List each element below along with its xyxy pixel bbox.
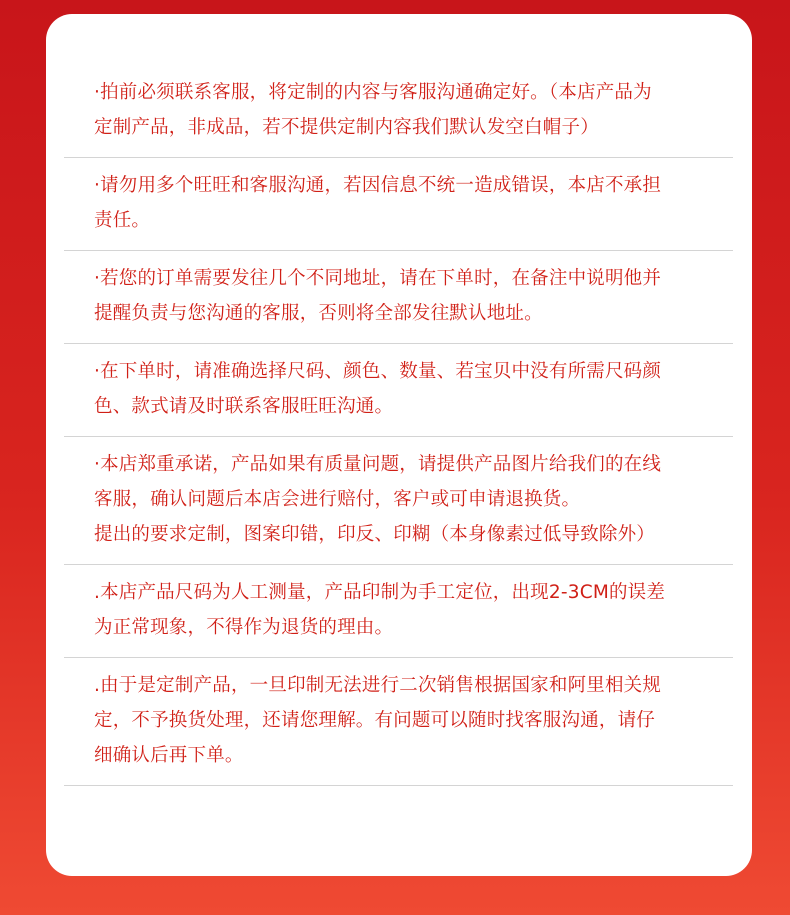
notice-line: 责任。: [94, 210, 151, 231]
notice-line: 提出的要求定制，图案印错，印反、印糊（本身像素过低导致除外）: [94, 524, 656, 545]
notice-card: [46, 14, 752, 876]
notice-line: ·请勿用多个旺旺和客服沟通，若因信息不统一造成错误，本店不承担: [94, 175, 662, 196]
notice-line: ·拍前必须联系客服，将定制的内容与客服沟通确定好。（本店产品为: [94, 82, 652, 103]
notice-line: ·在下单时，请准确选择尺码、颜色、数量、若宝贝中没有所需尺码颜: [94, 361, 662, 382]
notice-line: .由于是定制产品，一旦印制无法进行二次销售根据国家和阿里相关规: [94, 675, 662, 696]
notice-line: 为正常现象，不得作为退货的理由。: [94, 617, 394, 638]
notice-line: 定，不予换货处理，还请您理解。有问题可以随时找客服沟通，请仔: [94, 710, 656, 731]
notice-item-6: [64, 565, 733, 658]
notice-list: [64, 67, 733, 786]
notice-line: 提醒负责与您沟通的客服，否则将全部发往默认地址。: [94, 303, 543, 324]
notice-item-1: [64, 67, 733, 158]
notice-item-4: [64, 344, 733, 437]
notice-line: 定制产品，非成品，若不提供定制内容我们默认发空白帽子）: [94, 117, 599, 138]
notice-line: .本店产品尺码为人工测量，产品印制为手工定位，出现2-3CM的误差: [94, 582, 666, 603]
notice-item-2: [64, 158, 733, 251]
notice-line: 色、款式请及时联系客服旺旺沟通。: [94, 396, 394, 417]
notice-line: 客服，确认问题后本店会进行赔付，客户或可申请退换货。: [94, 489, 581, 510]
notice-item-5: [64, 437, 733, 565]
notice-item-3: [64, 251, 733, 344]
notice-line: ·若您的订单需要发往几个不同地址，请在下单时，在备注中说明他并: [94, 268, 662, 289]
notice-line: 细确认后再下单。: [94, 745, 244, 766]
notice-item-7: [64, 658, 733, 786]
notice-line: ·本店郑重承诺，产品如果有质量问题，请提供产品图片给我们的在线: [94, 454, 662, 475]
